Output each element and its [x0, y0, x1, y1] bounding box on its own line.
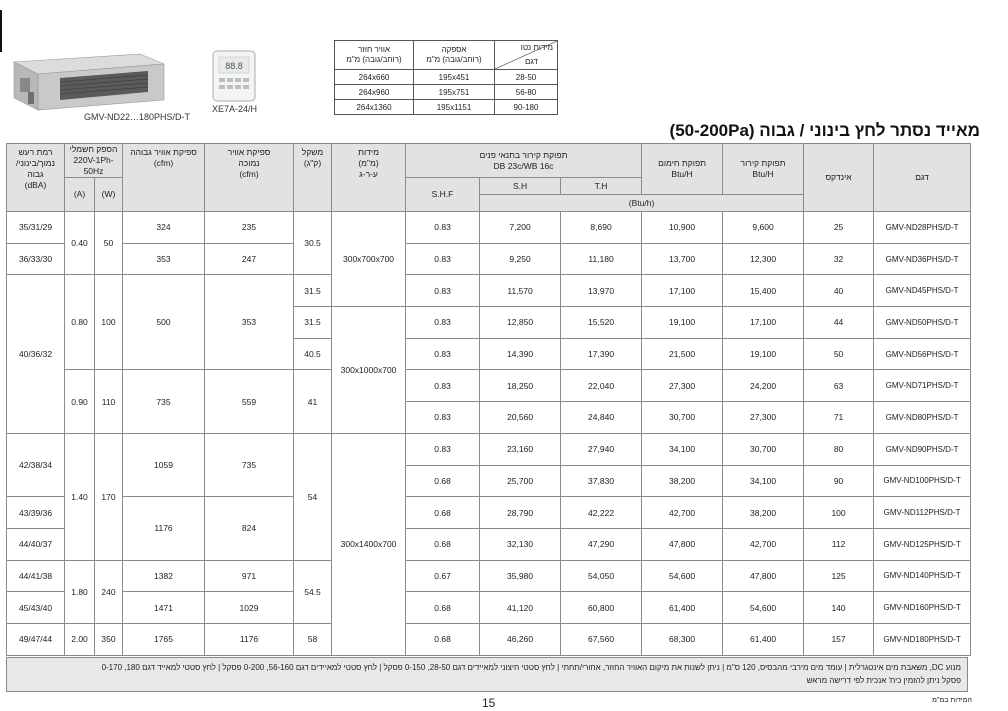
cell-th: 15,520 [561, 307, 642, 339]
cell-heating: 68,300 [642, 623, 723, 655]
cell-cooling: 34,100 [723, 465, 804, 497]
dims-corner-bottom: דגם [525, 57, 538, 66]
dims-supply: 195x751 [414, 85, 495, 100]
cell-noise: 35/31/29 [7, 212, 65, 244]
cell-cooling: 61,400 [723, 623, 804, 655]
cell-heating: 30,700 [642, 402, 723, 434]
dims-model: 28-50 [495, 70, 558, 85]
cell-th: 37,830 [561, 465, 642, 497]
header-airflow-high: ספיקת אוויר גבוהה (cfm) [123, 144, 205, 212]
cell-weight: 31.5 [294, 275, 332, 307]
cell-th: 8,690 [561, 212, 642, 244]
cell-shf: 0.68 [406, 623, 480, 655]
ducted-unit-image [8, 48, 166, 112]
cell-weight: 31.5 [294, 307, 332, 339]
cell-index: 125 [804, 560, 874, 592]
cell-amps: 0.90 [65, 370, 95, 433]
cell-cooling: 27,300 [723, 402, 804, 434]
cell-sh: 32,130 [480, 528, 561, 560]
cell-sh: 7,200 [480, 212, 561, 244]
cell-weight: 58 [294, 623, 332, 655]
cell-cooling: 17,100 [723, 307, 804, 339]
dims-return: 264x960 [335, 85, 414, 100]
cell-th: 60,800 [561, 592, 642, 624]
dimensions-table [334, 40, 558, 115]
cell-noise: 44/41/38 [7, 560, 65, 592]
header-th: T.H [561, 178, 642, 195]
cell-airflow-high: 735 [123, 370, 205, 433]
cell-weight: 54 [294, 433, 332, 560]
cell-th: 54,050 [561, 560, 642, 592]
cell-model: GMV-ND160PHS/D-T [874, 592, 971, 624]
cell-model: GMV-ND28PHS/D-T [874, 212, 971, 244]
cell-index: 140 [804, 592, 874, 624]
cell-dims: 300x1400x700 [332, 433, 406, 655]
cell-model: GMV-ND71PHS/D-T [874, 370, 971, 402]
cell-index: 40 [804, 275, 874, 307]
header-weight: משקל (ק"ג) [294, 144, 332, 212]
header-noise: רמת רעש נמוך/בינוני/ גבוה (dBA) [7, 144, 65, 212]
cell-sh: 23,160 [480, 433, 561, 465]
cell-th: 67,560 [561, 623, 642, 655]
cell-noise: 36/33/30 [7, 243, 65, 275]
cell-heating: 42,700 [642, 497, 723, 529]
cell-amps: 1.40 [65, 433, 95, 560]
cell-noise: 43/39/36 [7, 497, 65, 529]
cell-heating: 47,800 [642, 528, 723, 560]
cell-model: GMV-ND45PHS/D-T [874, 275, 971, 307]
units-note: המידות במ"מ [932, 697, 972, 704]
cell-heating: 17,100 [642, 275, 723, 307]
header-model: דגם [874, 144, 971, 212]
cell-weight: 40.5 [294, 338, 332, 370]
cell-cooling: 54,600 [723, 592, 804, 624]
dims-return: 264x1360 [335, 100, 414, 115]
cell-dims: 300x1000x700 [332, 307, 406, 434]
cell-airflow-high: 1765 [123, 623, 205, 655]
cell-index: 50 [804, 338, 874, 370]
cell-shf: 0.83 [406, 307, 480, 339]
cell-sh: 25,700 [480, 465, 561, 497]
cell-shf: 0.83 [406, 243, 480, 275]
cell-cooling: 9,600 [723, 212, 804, 244]
cell-heating: 13,700 [642, 243, 723, 275]
cell-cooling: 47,800 [723, 560, 804, 592]
cell-noise: 44/40/37 [7, 528, 65, 560]
cell-model: GMV-ND125PHS/D-T [874, 528, 971, 560]
footnote-line-2: פסקל ניתן להזמין כיח' אנכית לפי דרישה מראש [806, 676, 961, 685]
cell-sh: 14,390 [480, 338, 561, 370]
header-internal-cooling: תפוקת קירור בתנאי פנים DB 23c/WB 16c [406, 144, 642, 178]
header-dims: מידות (מ"מ) ע-ר-ג [332, 144, 406, 212]
cell-model: GMV-ND100PHS/D-T [874, 465, 971, 497]
cell-shf: 0.68 [406, 592, 480, 624]
cell-th: 22,040 [561, 370, 642, 402]
cell-th: 24,840 [561, 402, 642, 434]
cell-index: 44 [804, 307, 874, 339]
cell-heating: 21,500 [642, 338, 723, 370]
dims-model: 56-80 [495, 85, 558, 100]
cell-airflow-low: 247 [205, 243, 294, 275]
cell-index: 32 [804, 243, 874, 275]
cell-shf: 0.83 [406, 212, 480, 244]
cell-airflow-low: 971 [205, 560, 294, 592]
page-number: 15 [482, 696, 496, 710]
cell-cooling: 15,400 [723, 275, 804, 307]
dims-supply: 195x451 [414, 70, 495, 85]
cell-sh: 12,850 [480, 307, 561, 339]
cell-weight: 54.5 [294, 560, 332, 623]
cell-watts: 240 [95, 560, 123, 623]
cell-airflow-low: 1029 [205, 592, 294, 624]
cell-cooling: 24,200 [723, 370, 804, 402]
cell-cooling: 19,100 [723, 338, 804, 370]
cell-airflow-high: 1382 [123, 560, 205, 592]
cell-shf: 0.83 [406, 275, 480, 307]
cell-airflow-high: 324 [123, 212, 205, 244]
cell-model: GMV-ND50PHS/D-T [874, 307, 971, 339]
dims-supply: 195x1151 [414, 100, 495, 115]
footnote-line-1: מנוע DC, משאבת מים אינטגרלית | עומד מים מירבי מהבסיס, 120 ס"מ | ניתן לשנות את מיקום האוויר החוזר, אחורי/תחתי | לחץ סטטי חיצוני למאיידים דגם 28-50, 0-150 פסקל | לחץ סטטי למאיידים דגם 56-160, 0-200 פסקל | לחץ סטטי למאייד דגם 180, 0-170 [101, 663, 961, 672]
cell-shf: 0.83 [406, 433, 480, 465]
cell-shf: 0.83 [406, 370, 480, 402]
cell-shf: 0.68 [406, 465, 480, 497]
cell-cooling: 12,300 [723, 243, 804, 275]
cell-heating: 34,100 [642, 433, 723, 465]
cell-index: 80 [804, 433, 874, 465]
cell-th: 42,222 [561, 497, 642, 529]
footnote [6, 657, 968, 692]
cell-amps: 0.40 [65, 212, 95, 275]
dims-col-supply: אספקה (רוחב/גובה) מ"מ [414, 41, 495, 70]
cell-shf: 0.83 [406, 402, 480, 434]
cell-model: GMV-ND140PHS/D-T [874, 560, 971, 592]
cell-noise: 40/36/32 [7, 275, 65, 433]
cell-watts: 170 [95, 433, 123, 560]
header-heating: תפוקת חימום Btu/H [642, 144, 723, 195]
cell-sh: 11,570 [480, 275, 561, 307]
cell-sh: 18,250 [480, 370, 561, 402]
cell-amps: 1.80 [65, 560, 95, 623]
cell-model: GMV-ND36PHS/D-T [874, 243, 971, 275]
cell-airflow-high: 500 [123, 275, 205, 370]
cell-shf: 0.67 [406, 560, 480, 592]
cell-airflow-high: 353 [123, 243, 205, 275]
cell-watts: 350 [95, 623, 123, 655]
cell-th: 13,970 [561, 275, 642, 307]
header-power: הספק חשמלי 220V-1Ph-50Hz [65, 144, 123, 178]
cell-cooling: 42,700 [723, 528, 804, 560]
cell-index: 157 [804, 623, 874, 655]
cell-heating: 38,200 [642, 465, 723, 497]
cell-th: 27,940 [561, 433, 642, 465]
cell-model: GMV-ND90PHS/D-T [874, 433, 971, 465]
controller-image [212, 50, 256, 102]
cell-sh: 41,120 [480, 592, 561, 624]
cell-heating: 19,100 [642, 307, 723, 339]
cell-airflow-high: 1176 [123, 497, 205, 560]
cell-index: 25 [804, 212, 874, 244]
cell-airflow-low: 824 [205, 497, 294, 560]
cell-cooling: 30,700 [723, 433, 804, 465]
cell-model: GMV-ND80PHS/D-T [874, 402, 971, 434]
cell-noise: 45/43/40 [7, 592, 65, 624]
cell-airflow-low: 235 [205, 212, 294, 244]
cell-sh: 20,560 [480, 402, 561, 434]
cell-airflow-low: 1176 [205, 623, 294, 655]
cell-sh: 46,260 [480, 623, 561, 655]
cell-index: 63 [804, 370, 874, 402]
cell-th: 11,180 [561, 243, 642, 275]
controller-screen-text: 88.8 [225, 61, 243, 71]
cell-index: 112 [804, 528, 874, 560]
header-watts: (W) [95, 178, 123, 212]
cell-sh: 9,250 [480, 243, 561, 275]
cell-model: GMV-ND180PHS/D-T [874, 623, 971, 655]
cell-shf: 0.68 [406, 528, 480, 560]
cell-airflow-low: 353 [205, 275, 294, 370]
cell-index: 90 [804, 465, 874, 497]
cell-amps: 2.00 [65, 623, 95, 655]
header-airflow-low: ספיקת אוויר נמוכה (cfm) [205, 144, 294, 212]
header-shf: S.H.F [406, 178, 480, 212]
cell-heating: 10,900 [642, 212, 723, 244]
cell-watts: 50 [95, 212, 123, 275]
cell-amps: 0.80 [65, 275, 95, 370]
cell-weight: 30.5 [294, 212, 332, 275]
dims-model: 90-180 [495, 100, 558, 115]
cell-shf: 0.68 [406, 497, 480, 529]
cell-index: 100 [804, 497, 874, 529]
spec-table [6, 143, 971, 656]
cell-airflow-high: 1471 [123, 592, 205, 624]
dims-return: 264x660 [335, 70, 414, 85]
cell-noise: 42/38/34 [7, 433, 65, 496]
cell-airflow-high: 1059 [123, 433, 205, 496]
cell-airflow-low: 735 [205, 433, 294, 496]
page-title: מאייד נסתר לחץ בינוני / גבוה (50-200Pa) [669, 121, 980, 140]
cell-th: 17,390 [561, 338, 642, 370]
cell-sh: 28,790 [480, 497, 561, 529]
cell-watts: 110 [95, 370, 123, 433]
cell-th: 47,290 [561, 528, 642, 560]
header-sh: S.H [480, 178, 561, 195]
header-index: אינדקס [804, 144, 874, 212]
unit-caption: GMV-ND22…180PHS/D-T [84, 112, 191, 122]
cell-noise: 49/47/44 [7, 623, 65, 655]
cell-heating: 54,600 [642, 560, 723, 592]
cell-model: GMV-ND112PHS/D-T [874, 497, 971, 529]
controller-caption: XE7A-24/H [212, 104, 258, 114]
left-margin-bar [0, 10, 2, 52]
cell-shf: 0.83 [406, 338, 480, 370]
cell-index: 71 [804, 402, 874, 434]
cell-heating: 61,400 [642, 592, 723, 624]
cell-watts: 100 [95, 275, 123, 370]
cell-dims: 300x700x700 [332, 212, 406, 307]
cell-model: GMV-ND56PHS/D-T [874, 338, 971, 370]
header-cooling: תפוקת קירור Btu/H [723, 144, 804, 195]
cell-airflow-low: 559 [205, 370, 294, 433]
cell-cooling: 38,200 [723, 497, 804, 529]
cell-heating: 27,300 [642, 370, 723, 402]
header-amps: (A) [65, 178, 95, 212]
dims-corner-top: מידות נטו [520, 43, 553, 52]
cell-weight: 41 [294, 370, 332, 433]
header-btuh: (Btu/h) [480, 195, 804, 212]
cell-sh: 35,980 [480, 560, 561, 592]
dims-corner-cell [495, 41, 558, 70]
dims-col-return: אוויר חוזר (רוחב/גובה) מ"מ [335, 41, 414, 70]
